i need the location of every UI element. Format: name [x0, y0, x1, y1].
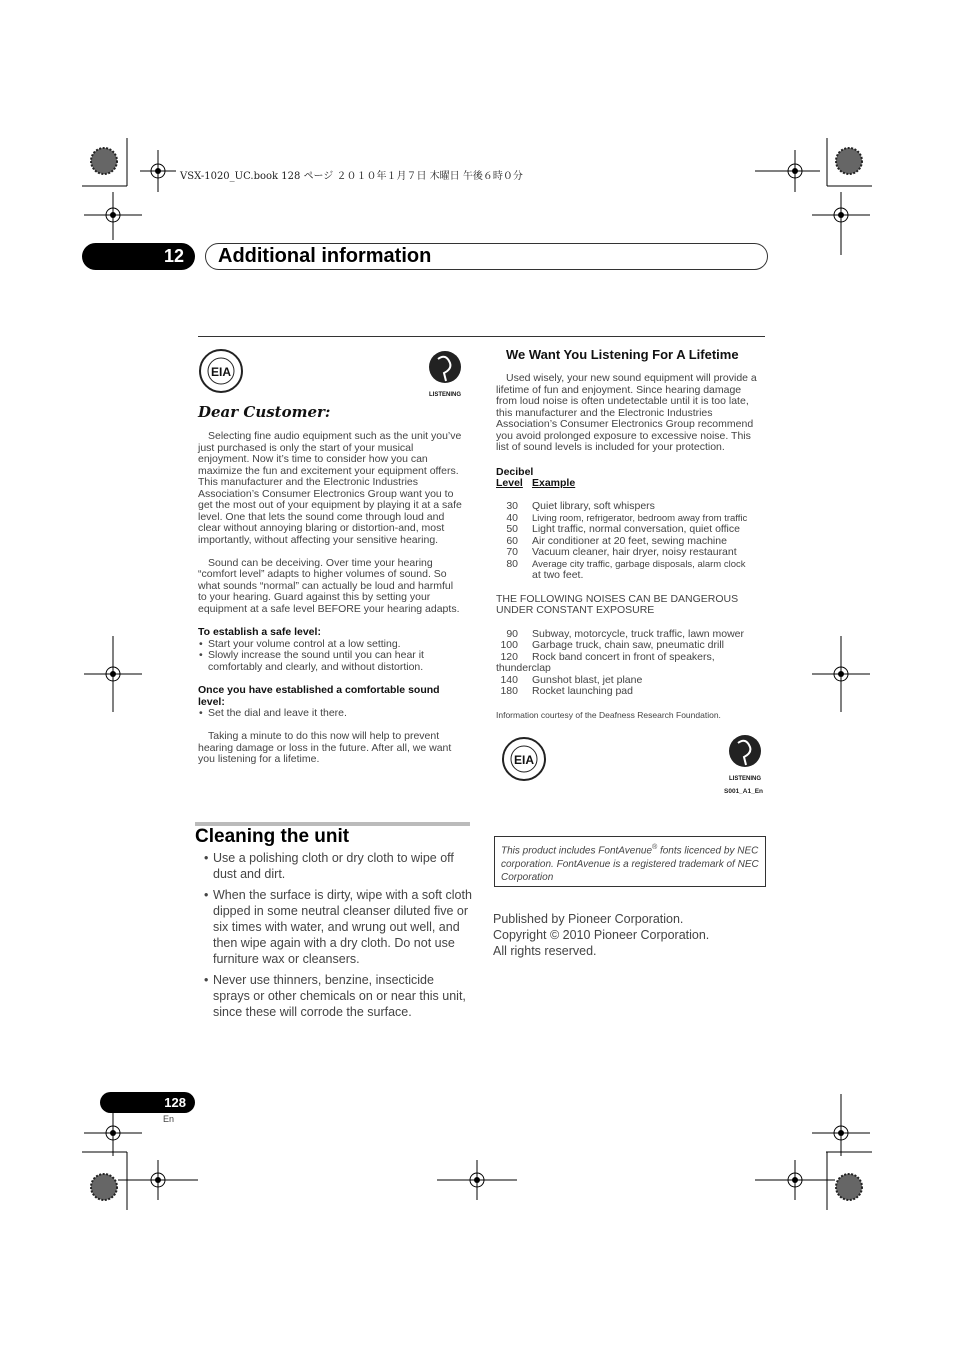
- page-language: En: [163, 1114, 175, 1124]
- table-row-continuation: at two feet.: [532, 569, 584, 581]
- example-cell: Vacuum cleaner, hair dryer, noisy restaurant: [532, 546, 737, 558]
- level-cell: 80: [506, 557, 518, 570]
- example-cell: Quiet library, soft whispers: [532, 500, 655, 512]
- publisher-info: [493, 911, 709, 959]
- level-cell: 30: [506, 500, 518, 512]
- greeting: Dear Customer:: [198, 403, 331, 421]
- decibel-table: [496, 467, 760, 582]
- left-column-body: [198, 431, 464, 766]
- table-row: [496, 686, 760, 698]
- svg-text:EIA: EIA: [513, 753, 535, 767]
- list-item: • Never use thinners, benzine, insecticide sprays or other chemicals on or near this unit, since these will corrode the surface.: [203, 972, 473, 1020]
- safe-level-list: [198, 639, 464, 674]
- example-cell: Average city traffic, garbage disposals, alarm clock: [532, 558, 746, 570]
- example-cell: Gunshot blast, jet plane: [532, 673, 643, 686]
- table-row-continuation: thunderclap: [496, 662, 551, 674]
- level-cell: 60: [506, 534, 518, 547]
- eia-logo: [501, 736, 547, 782]
- book-file-line: VSX-1020_UC.book 128 ページ ２０１０年１月７日 木曜日 午後６時０分: [180, 171, 523, 182]
- example-cell: Rock band concert in front of speakers,: [532, 650, 715, 663]
- level-cell: 50: [506, 523, 518, 535]
- eia-logo: [198, 348, 244, 394]
- table-row: [496, 640, 760, 652]
- chapter-number: 12: [82, 243, 195, 270]
- comfortable-list: [198, 708, 464, 720]
- level-cell: 180: [500, 685, 518, 697]
- svg-text:LISTENING: LISTENING: [428, 392, 462, 398]
- listening-logo: [728, 731, 764, 783]
- table-row: [496, 524, 760, 536]
- listening-logo: [428, 347, 464, 399]
- svg-text:LISTENING: LISTENING: [728, 776, 762, 782]
- safe-level-heading: To establish a safe level:: [198, 626, 321, 638]
- level-cell: 100: [500, 639, 518, 651]
- paragraph: Selecting fine audio equipment such as the unit you’ve just purchased is only the start of your musical enjoyment. Now it’s time to consider how you can maximize the fun and excitement your equipment offers. This manufacturer and the Electronic Industries Association’s Consumer Electronics Group want you to get the most out of your equipment by playing it at a safe level. One that lets the sound come through loud and clear without annoying blaring or distortion-and, most importantly, without affecting your sensitive hearing.: [198, 430, 462, 546]
- table-row: [496, 547, 760, 559]
- table-rows: [496, 501, 760, 582]
- publisher-line: Copyright © 2010 Pioneer Corporation.: [493, 928, 710, 942]
- list-item: • Set the dial and leave it there.: [198, 708, 464, 720]
- list-item: • When the surface is dirty, wipe with a soft cloth dipped in some neutral cleanser diluted five or six times with water, and wrung out well, and then wipe again with a dry cloth. Do not use furniture wax or cleansers.: [203, 887, 473, 967]
- list-item: • Use a polishing cloth or dry cloth to wipe off dust and dirt.: [203, 850, 473, 882]
- publisher-line: All rights reserved.: [493, 944, 597, 958]
- comfortable-heading: Once you have established a comfortable sound level:: [198, 684, 440, 708]
- table-header-top: Decibel: [496, 465, 534, 478]
- svg-text:EIA: EIA: [210, 365, 232, 379]
- level-cell: 120: [500, 650, 518, 663]
- courtesy-note: Information courtesy of the Deafness Research Foundation.: [496, 709, 721, 720]
- list-item: • Start your volume control at a low setting.: [198, 639, 464, 651]
- right-column-title: We Want You Listening For A Lifetime: [506, 347, 739, 362]
- list-item: • Slowly increase the sound until you can hear it comfortably and clearly, and without distortion.: [198, 650, 464, 673]
- cleaning-title: Cleaning the unit: [195, 826, 350, 847]
- font-notice: This product includes FontAvenue® fonts licenced by NEC corporation. FontAvenue is a registered trademark of NEC Corporation: [494, 836, 766, 887]
- example-cell: Light traffic, normal conversation, quiet office: [532, 523, 740, 535]
- table-header: [496, 478, 760, 490]
- intro-paragraph: Used wisely, your new sound equipment will provide a lifetime of fun and enjoyment. Since hearing damage from loud noise is often undetectable until it is too late, this manufacturer and the Electronic Industries Association’s Consumer Electronics Group recommend you avoid prolonged exposure to excessive noise. This list of sound levels is included for your protection.: [496, 372, 757, 453]
- level-cell: 70: [506, 546, 518, 558]
- danger-rows: [496, 629, 760, 698]
- level-cell: 90: [506, 627, 518, 640]
- example-cell: Air conditioner at 20 feet, sewing machine: [532, 534, 727, 547]
- cleaning-list: [203, 850, 473, 1025]
- level-cell: 40: [506, 511, 518, 524]
- col-example: Example: [532, 477, 576, 489]
- right-column-body: [496, 373, 760, 721]
- danger-heading: THE FOLLOWING NOISES CAN BE DANGEROUS UNDER CONSTANT EXPOSURE: [496, 592, 739, 616]
- example-cell: Living room, refrigerator, bedroom away from traffic: [532, 512, 748, 524]
- level-cell: 140: [500, 673, 518, 686]
- chapter-title: Additional information: [205, 243, 768, 270]
- example-cell: Garbage truck, chain saw, pneumatic drill: [532, 639, 725, 651]
- section-rule: [198, 336, 765, 337]
- example-cell: Subway, motorcycle, truck traffic, lawn mower: [532, 627, 745, 640]
- example-cell: Rocket launching pad: [532, 685, 633, 697]
- col-level: Level: [496, 477, 523, 489]
- paragraph: Taking a minute to do this now will help to prevent hearing damage or loss in the future. After all, we want you listening for a lifetime.: [198, 730, 452, 765]
- paragraph: Sound can be deceiving. Over time your hearing “comfort level” adapts to higher volumes of sound. So what sounds “normal” can actually be loud and harmful to your hearing. Guard against this by setting your equipment at a safe level BEFORE your hearing adapts.: [198, 556, 460, 615]
- doc-code: S001_A1_En: [724, 788, 764, 795]
- publisher-line: Published by Pioneer Corporation.: [493, 912, 684, 926]
- table-row: [496, 501, 760, 513]
- page-number: 128: [100, 1092, 195, 1113]
